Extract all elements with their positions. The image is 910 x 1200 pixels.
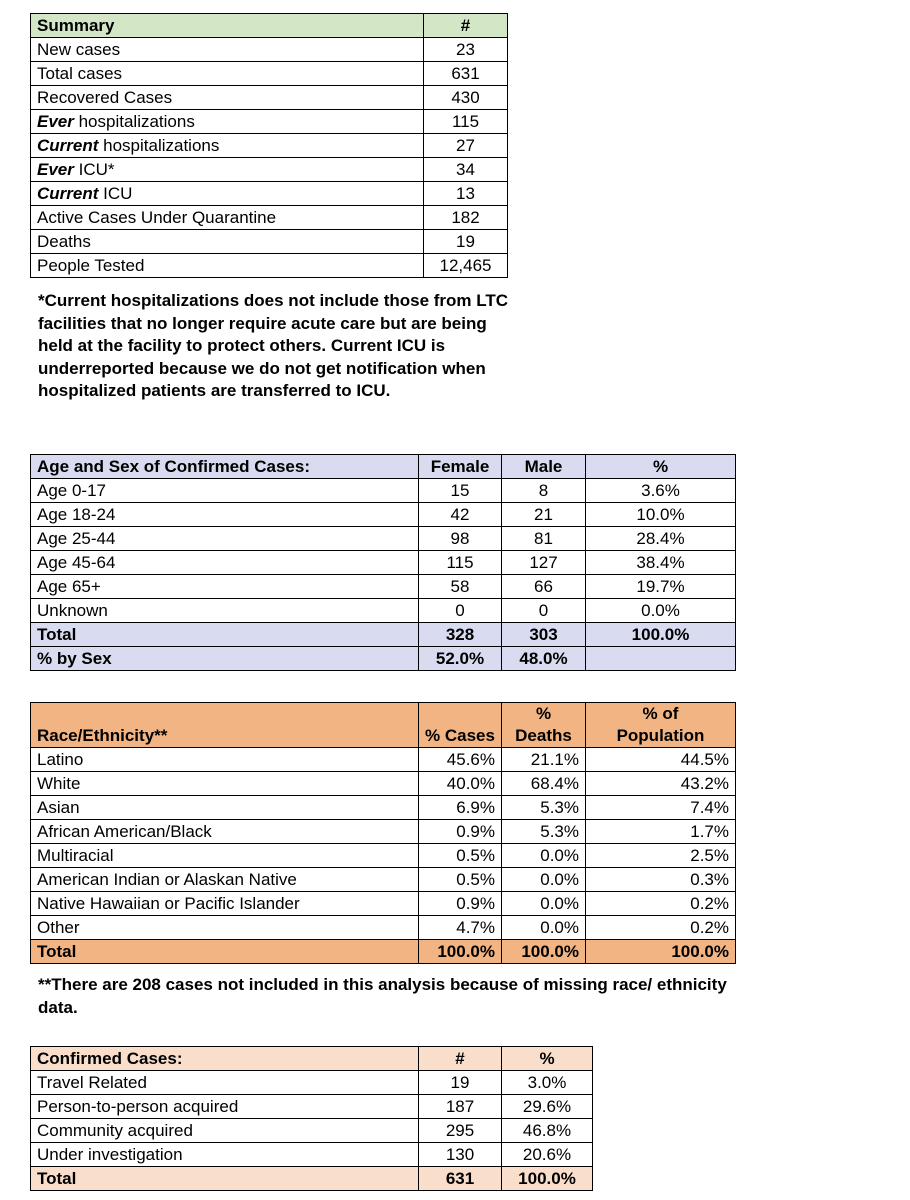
deaths-percent: 68.4%: [502, 772, 586, 796]
table-row: [31, 527, 736, 551]
row-value: 23: [424, 38, 508, 62]
race-header-row: [31, 703, 736, 748]
deaths-percent: 0.0%: [502, 868, 586, 892]
race-header-label: Race/Ethnicity**: [31, 703, 419, 748]
population-percent: 0.2%: [586, 892, 736, 916]
row-label: ICU: [98, 184, 133, 203]
deaths-percent-header: % Deaths: [502, 703, 586, 748]
male-count: 0: [502, 599, 586, 623]
male-count: 66: [502, 575, 586, 599]
summary-footnote: *Current hospitalizations does not include those from LTC facilities that no longer require acute care but are being held at the facility to protect others. Current ICU is underreported because we do not get notification when hospitalized patients are transferred to ICU.: [38, 291, 509, 400]
row-emphasis: Ever: [37, 112, 74, 131]
cases-percent: 0.5%: [419, 868, 502, 892]
age-group: Age 25-44: [31, 527, 419, 551]
deaths-percent: 0.0%: [502, 844, 586, 868]
female-percent: 52.0%: [419, 647, 502, 671]
summary-table: [30, 13, 508, 278]
male-percent: 48.0%: [502, 647, 586, 671]
race-group: American Indian or Alaskan Native: [31, 868, 419, 892]
table-row: [31, 599, 736, 623]
male-header: Male: [502, 455, 586, 479]
confirmed-total-row: [31, 1167, 593, 1191]
age-group: Age 0-17: [31, 479, 419, 503]
population-percent: 44.5%: [586, 748, 736, 772]
table-row: [31, 110, 508, 134]
race-group: Latino: [31, 748, 419, 772]
row-value: 631: [424, 62, 508, 86]
count-value: 295: [419, 1119, 502, 1143]
row-value: 12,465: [424, 254, 508, 278]
male-total: 303: [502, 623, 586, 647]
race-group: Native Hawaiian or Pacific Islander: [31, 892, 419, 916]
source-label: Person-to-person acquired: [31, 1095, 419, 1119]
percent-value: 29.6%: [502, 1095, 593, 1119]
percent-value: 19.7%: [586, 575, 736, 599]
percent-value: 0.0%: [586, 599, 736, 623]
age-group: Unknown: [31, 599, 419, 623]
percent-value: 46.8%: [502, 1119, 593, 1143]
cases-percent: 0.9%: [419, 892, 502, 916]
cases-percent: 0.5%: [419, 844, 502, 868]
table-row: [31, 503, 736, 527]
confirmed-cases-table: [30, 1046, 593, 1191]
population-percent: 2.5%: [586, 844, 736, 868]
source-label: Travel Related: [31, 1071, 419, 1095]
population-percent: 0.2%: [586, 916, 736, 940]
count-total: 631: [419, 1167, 502, 1191]
table-row: [31, 1119, 593, 1143]
female-total: 328: [419, 623, 502, 647]
table-row: [31, 868, 736, 892]
deaths-percent: 0.0%: [502, 916, 586, 940]
race-group: Asian: [31, 796, 419, 820]
deaths-percent-total: 100.0%: [502, 940, 586, 964]
row-label: hospitalizations: [73, 112, 195, 131]
count-value: 130: [419, 1143, 502, 1167]
population-percent-header: % of Population: [586, 703, 736, 748]
table-row: [31, 772, 736, 796]
race-total-row: [31, 940, 736, 964]
row-label: Active Cases Under Quarantine: [37, 208, 277, 227]
percent-header: %: [586, 455, 736, 479]
female-count: 42: [419, 503, 502, 527]
population-percent: 7.4%: [586, 796, 736, 820]
race-footnote: **There are 208 cases not included in this analysis because of missing race/ ethnicity data.: [38, 975, 727, 1017]
table-row: [31, 158, 508, 182]
race-group: White: [31, 772, 419, 796]
table-row: [31, 62, 508, 86]
age-sex-table: [30, 454, 736, 671]
age-group: Age 45-64: [31, 551, 419, 575]
age-sex-total-row: [31, 623, 736, 647]
table-row: [31, 479, 736, 503]
by-sex-empty: [586, 647, 736, 671]
table-row: [31, 892, 736, 916]
percent-value: 3.6%: [586, 479, 736, 503]
row-value: 27: [424, 134, 508, 158]
race-group: Other: [31, 916, 419, 940]
female-count: 115: [419, 551, 502, 575]
summary-header-label: Summary: [31, 14, 424, 38]
race-group: Multiracial: [31, 844, 419, 868]
count-header: #: [419, 1047, 502, 1071]
row-value: 115: [424, 110, 508, 134]
percent-value: 38.4%: [586, 551, 736, 575]
population-percent: 43.2%: [586, 772, 736, 796]
percent-value: 10.0%: [586, 503, 736, 527]
table-row: [31, 748, 736, 772]
percent-value: 28.4%: [586, 527, 736, 551]
summary-header-row: [31, 14, 508, 38]
row-value: 19: [424, 230, 508, 254]
row-value: 34: [424, 158, 508, 182]
cases-percent: 0.9%: [419, 820, 502, 844]
row-label: New cases: [37, 40, 121, 59]
female-count: 15: [419, 479, 502, 503]
table-row: [31, 254, 508, 278]
cases-percent: 4.7%: [419, 916, 502, 940]
table-row: [31, 575, 736, 599]
population-percent-total: 100.0%: [586, 940, 736, 964]
race-ethnicity-table: [30, 702, 736, 964]
population-percent: 1.7%: [586, 820, 736, 844]
table-row: [31, 206, 508, 230]
table-row: [31, 916, 736, 940]
population-percent: 0.3%: [586, 868, 736, 892]
table-row: [31, 796, 736, 820]
deaths-percent: 0.0%: [502, 892, 586, 916]
table-row: [31, 86, 508, 110]
cases-percent-total: 100.0%: [419, 940, 502, 964]
table-row: [31, 134, 508, 158]
cases-percent: 40.0%: [419, 772, 502, 796]
cases-percent-header: % Cases: [419, 703, 502, 748]
row-emphasis: Current: [37, 184, 99, 203]
age-group: Age 65+: [31, 575, 419, 599]
male-count: 21: [502, 503, 586, 527]
table-row: [31, 844, 736, 868]
summary-header-count: #: [424, 14, 508, 38]
total-label: Total: [31, 940, 419, 964]
by-sex-label: % by Sex: [31, 647, 419, 671]
total-label: Total: [31, 1167, 419, 1191]
row-emphasis: Current: [37, 136, 99, 155]
race-group: African American/Black: [31, 820, 419, 844]
row-label: People Tested: [37, 256, 145, 275]
female-header: Female: [419, 455, 502, 479]
percent-header: %: [502, 1047, 593, 1071]
table-row: [31, 230, 508, 254]
male-count: 8: [502, 479, 586, 503]
age-sex-header-label: Age and Sex of Confirmed Cases:: [31, 455, 419, 479]
row-label: hospitalizations: [98, 136, 220, 155]
count-value: 19: [419, 1071, 502, 1095]
table-row: [31, 182, 508, 206]
deaths-percent: 21.1%: [502, 748, 586, 772]
table-row: [31, 551, 736, 575]
table-row: [31, 38, 508, 62]
male-count: 127: [502, 551, 586, 575]
female-count: 58: [419, 575, 502, 599]
source-label: Under investigation: [31, 1143, 419, 1167]
table-row: [31, 1071, 593, 1095]
row-label: Deaths: [37, 232, 91, 251]
table-row: [31, 820, 736, 844]
percent-total: 100.0%: [502, 1167, 593, 1191]
row-label: Recovered Cases: [37, 88, 173, 107]
percent-by-sex-row: [31, 647, 736, 671]
count-value: 187: [419, 1095, 502, 1119]
female-count: 98: [419, 527, 502, 551]
source-label: Community acquired: [31, 1119, 419, 1143]
total-label: Total: [31, 623, 419, 647]
deaths-percent: 5.3%: [502, 820, 586, 844]
female-count: 0: [419, 599, 502, 623]
deaths-percent: 5.3%: [502, 796, 586, 820]
confirmed-header-label: Confirmed Cases:: [31, 1047, 419, 1071]
percent-value: 20.6%: [502, 1143, 593, 1167]
table-row: [31, 1095, 593, 1119]
confirmed-header-row: [31, 1047, 593, 1071]
cases-percent: 6.9%: [419, 796, 502, 820]
row-value: 13: [424, 182, 508, 206]
row-label: Total cases: [37, 64, 123, 83]
age-group: Age 18-24: [31, 503, 419, 527]
row-label: ICU*: [73, 160, 115, 179]
cases-percent: 45.6%: [419, 748, 502, 772]
row-value: 430: [424, 86, 508, 110]
percent-total: 100.0%: [586, 623, 736, 647]
row-emphasis: Ever: [37, 160, 74, 179]
percent-value: 3.0%: [502, 1071, 593, 1095]
age-sex-header-row: [31, 455, 736, 479]
row-value: 182: [424, 206, 508, 230]
table-row: [31, 1143, 593, 1167]
male-count: 81: [502, 527, 586, 551]
